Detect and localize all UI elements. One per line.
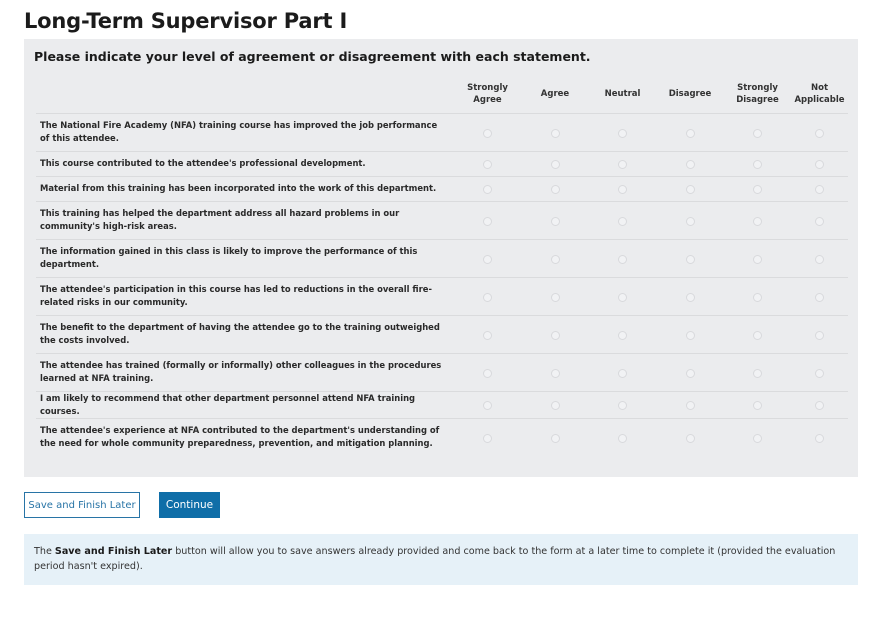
- radio-agree[interactable]: [551, 293, 560, 302]
- radio-strongly-disagree[interactable]: [753, 217, 762, 226]
- info-suffix: button will allow you to save answers already provided and come back to the form at a later time to complete it (provided the evaluation period hasn't expired).: [34, 546, 836, 572]
- option-cell-strongly-agree: [454, 201, 521, 239]
- radio-disagree[interactable]: [686, 217, 695, 226]
- radio-neutral[interactable]: [618, 293, 627, 302]
- option-cell-neutral: [589, 353, 656, 391]
- option-cell-disagree: [656, 418, 724, 456]
- option-cell-agree: [521, 176, 589, 201]
- statement-row: [36, 391, 848, 418]
- option-cell-strongly-disagree: [724, 176, 791, 201]
- option-cell-strongly-agree: [454, 113, 521, 151]
- column-header-strongly-disagree: Strongly Disagree: [724, 76, 791, 113]
- radio-not-applicable[interactable]: [815, 401, 824, 410]
- radio-agree[interactable]: [551, 434, 560, 443]
- radio-not-applicable[interactable]: [815, 185, 824, 194]
- option-cell-strongly-agree: [454, 151, 521, 176]
- option-cell-disagree: [656, 353, 724, 391]
- radio-not-applicable[interactable]: [815, 434, 824, 443]
- option-cell-strongly-disagree: [724, 277, 791, 315]
- radio-neutral[interactable]: [618, 255, 627, 264]
- radio-agree[interactable]: [551, 185, 560, 194]
- option-cell-disagree: [656, 151, 724, 176]
- statement-text: The attendee has trained (formally or informally) other colleagues in the procedures learned at NFA training.: [36, 353, 454, 391]
- option-cell-agree: [521, 151, 589, 176]
- radio-neutral[interactable]: [618, 217, 627, 226]
- radio-not-applicable[interactable]: [815, 293, 824, 302]
- option-cell-not-applicable: [791, 277, 848, 315]
- option-cell-agree: [521, 353, 589, 391]
- radio-strongly-disagree[interactable]: [753, 185, 762, 194]
- radio-not-applicable[interactable]: [815, 129, 824, 138]
- option-cell-not-applicable: [791, 239, 848, 277]
- option-cell-strongly-disagree: [724, 151, 791, 176]
- radio-disagree[interactable]: [686, 434, 695, 443]
- statement-row: [36, 418, 848, 456]
- statement-text: I am likely to recommend that other department personnel attend NFA training courses.: [36, 391, 454, 418]
- option-cell-agree: [521, 418, 589, 456]
- statement-row: [36, 151, 848, 176]
- save-info-box: [24, 534, 858, 585]
- option-cell-neutral: [589, 315, 656, 353]
- option-cell-strongly-disagree: [724, 239, 791, 277]
- radio-strongly-disagree[interactable]: [753, 331, 762, 340]
- survey-instructions: Please indicate your level of agreement or disagreement with each statement.: [34, 49, 591, 64]
- radio-agree[interactable]: [551, 160, 560, 169]
- statement-row: [36, 277, 848, 315]
- column-header-neutral: Neutral: [589, 76, 656, 113]
- option-cell-strongly-agree: [454, 315, 521, 353]
- option-cell-agree: [521, 391, 589, 418]
- radio-agree[interactable]: [551, 217, 560, 226]
- statement-row: [36, 239, 848, 277]
- option-cell-disagree: [656, 113, 724, 151]
- likert-grid: [36, 76, 848, 456]
- option-cell-strongly-disagree: [724, 201, 791, 239]
- radio-strongly-agree[interactable]: [483, 129, 492, 138]
- radio-strongly-disagree[interactable]: [753, 434, 762, 443]
- survey-panel: [24, 39, 858, 477]
- radio-strongly-disagree[interactable]: [753, 293, 762, 302]
- radio-not-applicable[interactable]: [815, 331, 824, 340]
- column-header-disagree: Disagree: [656, 76, 724, 113]
- grid-header-row: [36, 76, 848, 113]
- radio-strongly-agree[interactable]: [483, 160, 492, 169]
- statement-text: The attendee's experience at NFA contributed to the department's understanding of the need for whole community preparedness, prevention, and mitigation planning.: [40, 425, 440, 449]
- radio-strongly-agree[interactable]: [483, 255, 492, 264]
- radio-strongly-agree[interactable]: [483, 369, 492, 378]
- option-cell-strongly-agree: [454, 176, 521, 201]
- radio-neutral[interactable]: [618, 434, 627, 443]
- statement-row: [36, 113, 848, 151]
- radio-disagree[interactable]: [686, 255, 695, 264]
- statement-text: This training has helped the department address all hazard problems in our community's high-risk areas.: [36, 201, 454, 239]
- statement-text: The information gained in this class is likely to improve the performance of this department.: [36, 239, 454, 277]
- option-cell-agree: [521, 315, 589, 353]
- radio-neutral[interactable]: [618, 401, 627, 410]
- option-cell-strongly-agree: [454, 391, 521, 418]
- option-cell-neutral: [589, 201, 656, 239]
- radio-disagree[interactable]: [686, 293, 695, 302]
- radio-neutral[interactable]: [618, 129, 627, 138]
- statement-row: [36, 201, 848, 239]
- option-cell-neutral: [589, 418, 656, 456]
- statement-row: [36, 353, 848, 391]
- statement-text: The attendee's participation in this course has led to reductions in the overall fire-related risks in our community.: [36, 277, 454, 315]
- page-title: Long-Term Supervisor Part I: [24, 9, 348, 33]
- option-cell-not-applicable: [791, 391, 848, 418]
- option-cell-strongly-agree: [454, 239, 521, 277]
- option-cell-strongly-agree: [454, 418, 521, 456]
- statement-row: [36, 176, 848, 201]
- option-cell-strongly-disagree: [724, 353, 791, 391]
- radio-strongly-disagree[interactable]: [753, 129, 762, 138]
- statement-text: The benefit to the department of having the attendee go to the training outweighed the costs involved.: [36, 315, 454, 353]
- statement-row: [36, 315, 848, 353]
- radio-not-applicable[interactable]: [815, 255, 824, 264]
- column-header-strongly-agree: Strongly Agree: [454, 76, 521, 113]
- radio-disagree[interactable]: [686, 401, 695, 410]
- radio-disagree[interactable]: [686, 129, 695, 138]
- radio-strongly-disagree[interactable]: [753, 160, 762, 169]
- option-cell-strongly-agree: [454, 353, 521, 391]
- option-cell-agree: [521, 113, 589, 151]
- column-header-agree: Agree: [521, 76, 589, 113]
- info-bold-text: Save and Finish Later: [54, 546, 173, 557]
- radio-agree[interactable]: [551, 129, 560, 138]
- option-cell-neutral: [589, 151, 656, 176]
- statement-text: The National Fire Academy (NFA) training course has improved the job performance of this attendee.: [36, 113, 454, 151]
- statement-column-header: [36, 76, 454, 113]
- radio-agree[interactable]: [551, 255, 560, 264]
- option-cell-disagree: [656, 315, 724, 353]
- option-cell-strongly-disagree: [724, 113, 791, 151]
- option-cell-disagree: [656, 277, 724, 315]
- option-cell-neutral: [589, 391, 656, 418]
- radio-neutral[interactable]: [618, 369, 627, 378]
- radio-disagree[interactable]: [686, 160, 695, 169]
- continue-button[interactable]: Continue: [159, 492, 220, 518]
- radio-not-applicable[interactable]: [815, 369, 824, 378]
- option-cell-not-applicable: [791, 151, 848, 176]
- option-cell-strongly-disagree: [724, 418, 791, 456]
- option-cell-not-applicable: [791, 353, 848, 391]
- option-cell-not-applicable: [791, 201, 848, 239]
- radio-strongly-agree[interactable]: [483, 331, 492, 340]
- option-cell-agree: [521, 239, 589, 277]
- radio-strongly-agree[interactable]: [483, 293, 492, 302]
- option-cell-neutral: [589, 113, 656, 151]
- option-cell-not-applicable: [791, 176, 848, 201]
- radio-agree[interactable]: [551, 401, 560, 410]
- radio-strongly-agree[interactable]: [483, 217, 492, 226]
- option-cell-not-applicable: [791, 315, 848, 353]
- option-cell-disagree: [656, 391, 724, 418]
- radio-strongly-agree[interactable]: [483, 401, 492, 410]
- radio-strongly-disagree[interactable]: [753, 401, 762, 410]
- option-cell-strongly-disagree: [724, 391, 791, 418]
- radio-disagree[interactable]: [686, 369, 695, 378]
- radio-not-applicable[interactable]: [815, 217, 824, 226]
- radio-disagree[interactable]: [686, 331, 695, 340]
- option-cell-neutral: [589, 239, 656, 277]
- radio-agree[interactable]: [551, 369, 560, 378]
- radio-strongly-disagree[interactable]: [753, 255, 762, 264]
- option-cell-neutral: [589, 176, 656, 201]
- radio-neutral[interactable]: [618, 160, 627, 169]
- option-cell-agree: [521, 201, 589, 239]
- info-prefix: The: [34, 546, 55, 557]
- radio-neutral[interactable]: [618, 185, 627, 194]
- option-cell-strongly-disagree: [724, 315, 791, 353]
- option-cell-strongly-agree: [454, 277, 521, 315]
- radio-strongly-agree[interactable]: [483, 185, 492, 194]
- save-and-finish-later-button[interactable]: Save and Finish Later: [24, 492, 140, 518]
- option-cell-disagree: [656, 201, 724, 239]
- option-cell-not-applicable: [791, 113, 848, 151]
- option-cell-not-applicable: [791, 418, 848, 456]
- statement-text: Material from this training has been incorporated into the work of this department.: [36, 176, 454, 201]
- option-cell-agree: [521, 277, 589, 315]
- option-cell-neutral: [589, 277, 656, 315]
- statement-text: This course contributed to the attendee's professional development.: [36, 151, 454, 176]
- column-header-not-applicable: Not Applicable: [791, 76, 848, 113]
- radio-agree[interactable]: [551, 331, 560, 340]
- radio-disagree[interactable]: [686, 185, 695, 194]
- radio-neutral[interactable]: [618, 331, 627, 340]
- option-cell-disagree: [656, 239, 724, 277]
- radio-not-applicable[interactable]: [815, 160, 824, 169]
- radio-strongly-agree[interactable]: [483, 434, 492, 443]
- radio-strongly-disagree[interactable]: [753, 369, 762, 378]
- option-cell-disagree: [656, 176, 724, 201]
